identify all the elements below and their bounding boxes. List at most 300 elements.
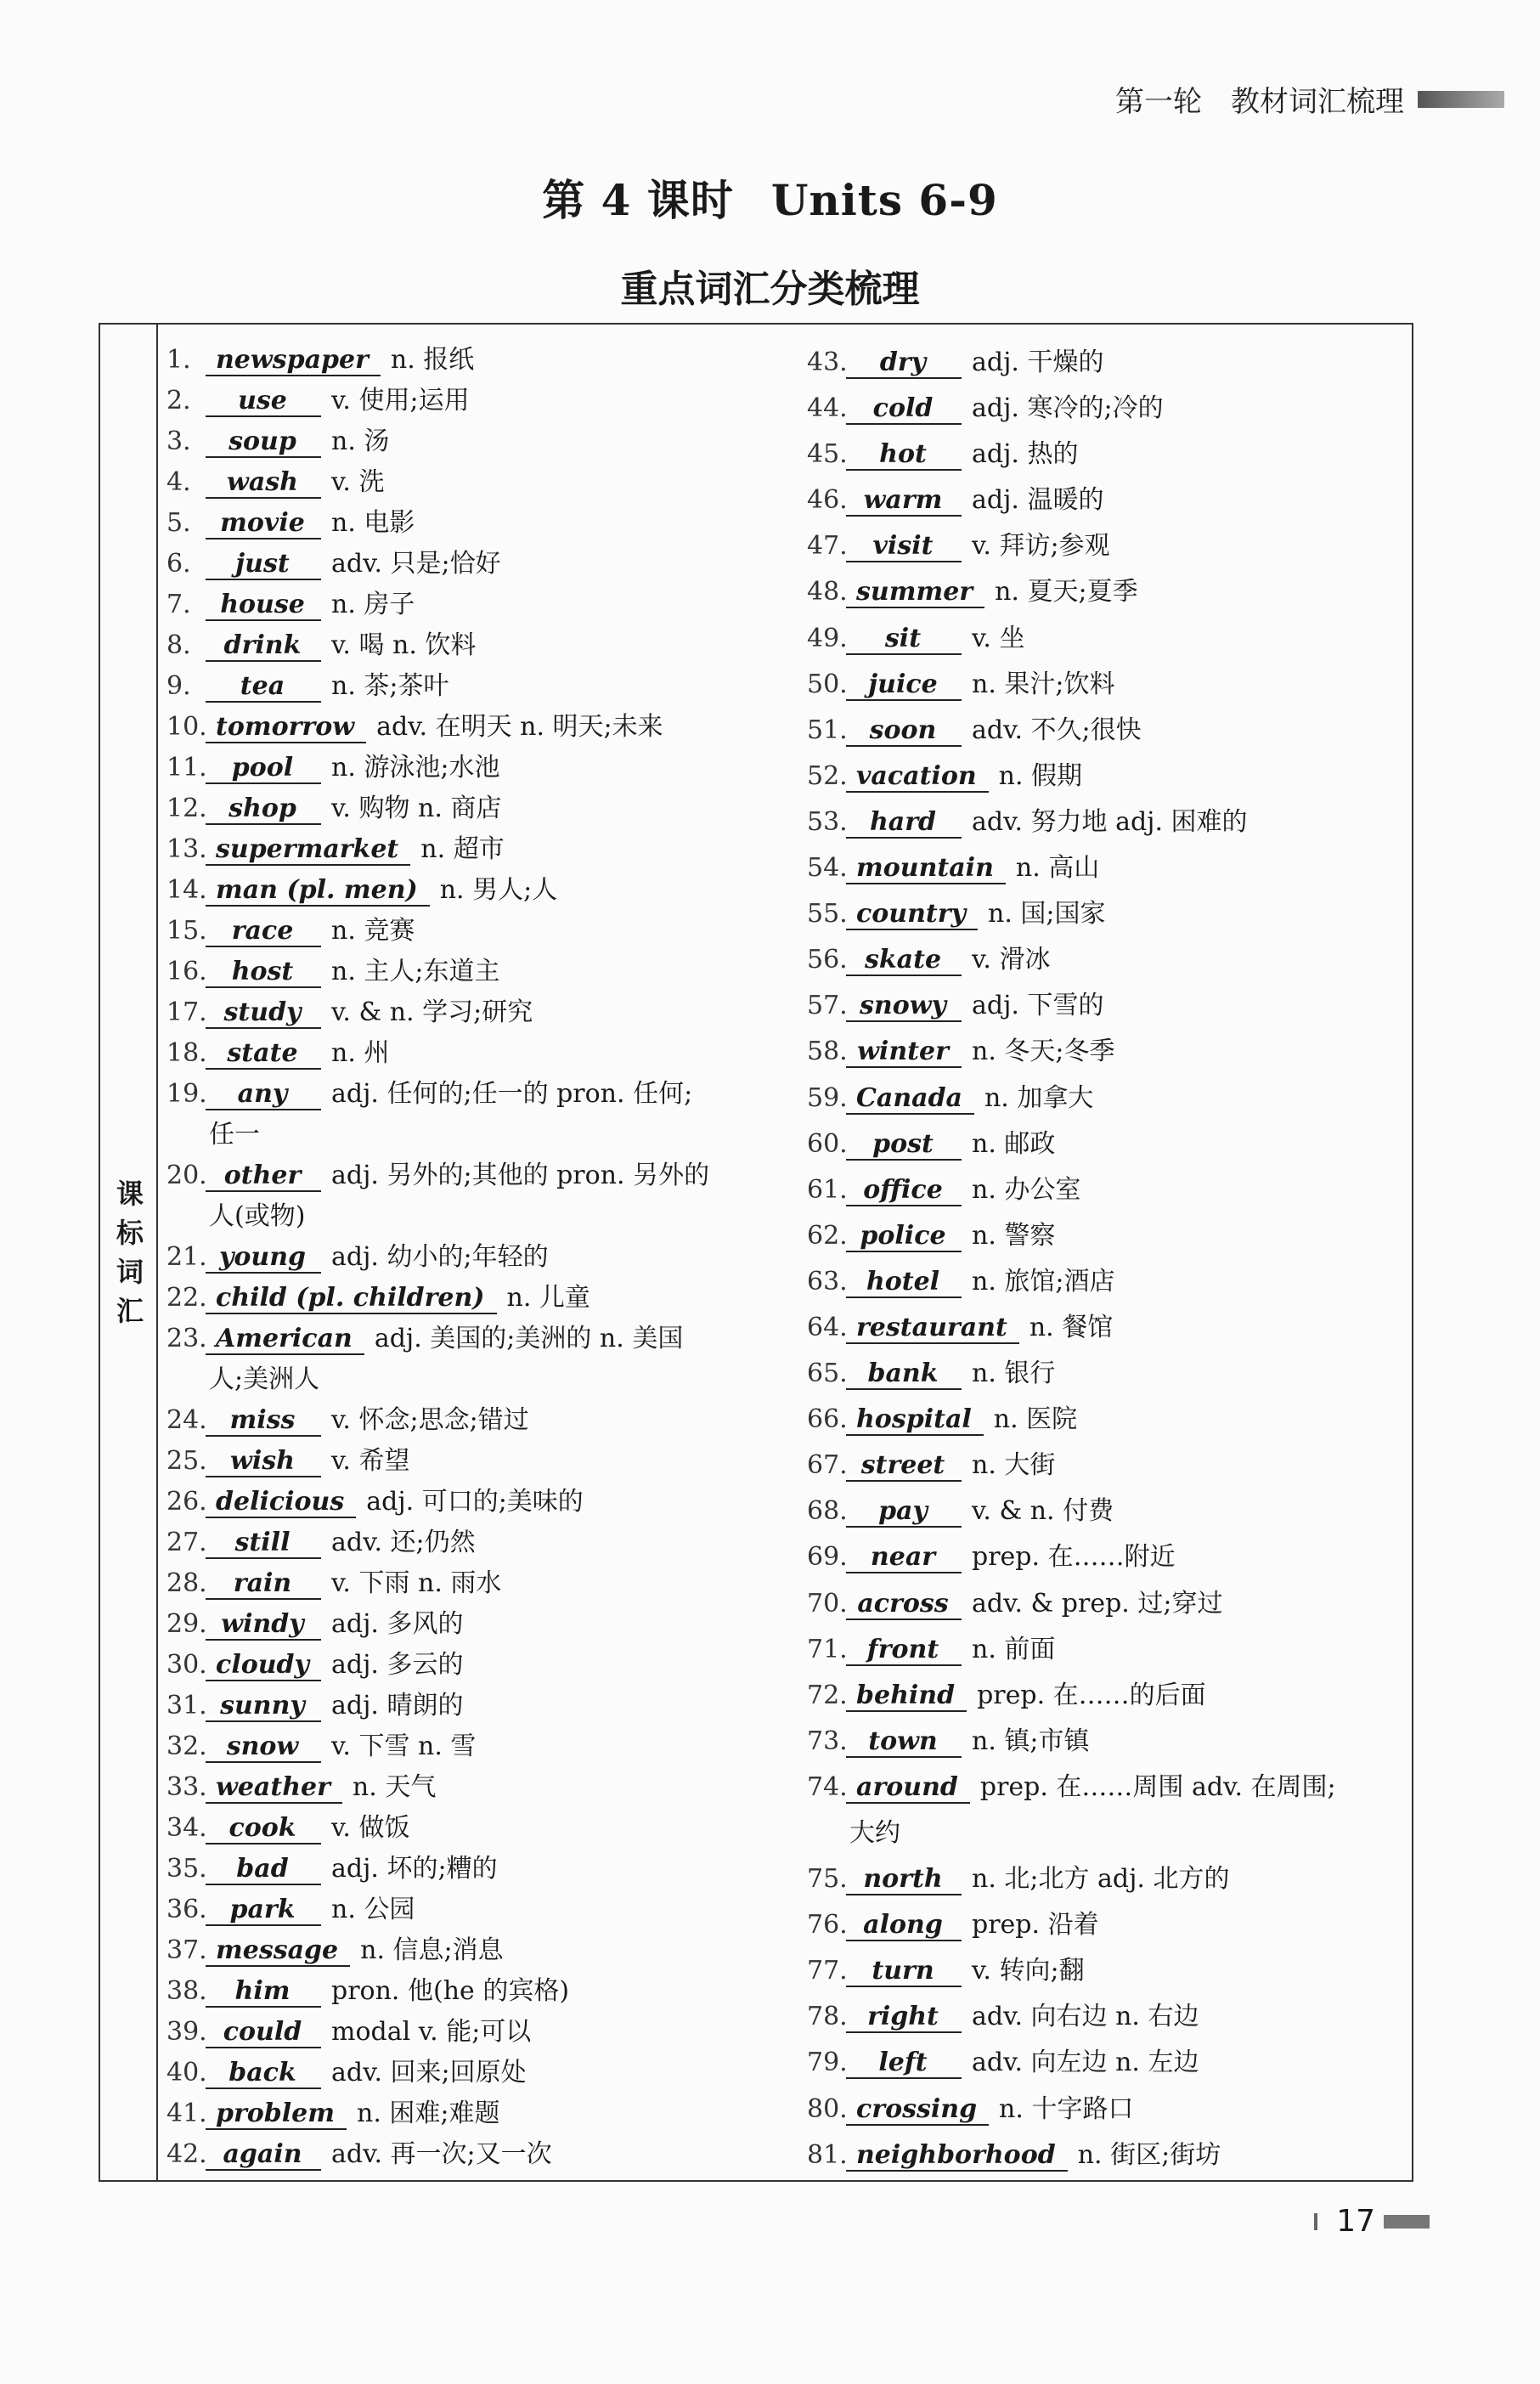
- item-number: 73.: [807, 1726, 848, 1756]
- answer-word: snowy: [846, 991, 962, 1022]
- answer-word: cook: [206, 1814, 321, 1844]
- vocab-item: [166, 1400, 795, 1441]
- vocab-item: [166, 1155, 795, 1196]
- answer-word: hospital: [846, 1405, 984, 1436]
- definition: v. 使用;运用: [331, 386, 470, 415]
- definition: n. 前面: [972, 1634, 1056, 1664]
- item-number: 59.: [807, 1082, 848, 1113]
- answer-word: man (pl. men): [206, 876, 430, 907]
- answer-word: miss: [206, 1406, 321, 1437]
- item-number: 15.: [166, 916, 207, 946]
- vocab-item: [807, 1351, 1402, 1397]
- item-number: 68.: [807, 1496, 848, 1527]
- definition: n. 竞赛: [331, 916, 415, 946]
- vocab-item: [166, 952, 795, 992]
- answer-word: around: [846, 1773, 970, 1804]
- answer-word: child (pl. children): [206, 1284, 497, 1314]
- answer-word: post: [846, 1130, 962, 1161]
- definition: adj. 多云的: [331, 1650, 464, 1680]
- definition: n. 国;国家: [988, 899, 1106, 929]
- item-number: 16.: [166, 957, 207, 986]
- answer-word: hot: [846, 440, 962, 471]
- definition: n. 警察: [972, 1220, 1056, 1251]
- answer-word: wish: [206, 1447, 321, 1477]
- vocab-item: [807, 891, 1402, 937]
- item-number: 65.: [807, 1359, 848, 1389]
- answer-word: still: [206, 1528, 321, 1559]
- item-number: 53.: [807, 806, 848, 837]
- vocab-item: [166, 1767, 795, 1808]
- item-number: 37.: [166, 1935, 207, 1965]
- item-number: 34.: [166, 1813, 207, 1843]
- item-number: 23.: [166, 1324, 207, 1353]
- definition: adj. 任何的;任一的 pron. 任何;: [331, 1079, 693, 1109]
- item-number: 57.: [807, 991, 848, 1021]
- definition: n. 街区;街坊: [1077, 2139, 1221, 2170]
- vocab-item: [166, 1319, 795, 1359]
- answer-word: just: [206, 550, 321, 580]
- answer-word: cold: [846, 394, 962, 425]
- answer-word: bank: [846, 1359, 962, 1390]
- page-footer: [1314, 2204, 1430, 2239]
- answer-word: front: [846, 1635, 962, 1666]
- definition: adj. 可口的;美味的: [366, 1487, 584, 1517]
- definition: n. 游泳池;水池: [331, 753, 500, 782]
- vocab-item: [807, 340, 1402, 386]
- vocab-item: [166, 2134, 795, 2175]
- definition: n. 主人;东道主: [331, 957, 500, 986]
- item-number: 28.: [166, 1568, 207, 1598]
- vocab-item: [166, 2053, 795, 2093]
- definition: v. 滑冰: [972, 945, 1051, 975]
- answer-word: north: [846, 1865, 962, 1895]
- item-number: 33.: [166, 1772, 207, 1802]
- vocab-column-left: [166, 340, 795, 2175]
- side-column: [100, 325, 158, 2180]
- definition: prep. 在……附近: [972, 1542, 1176, 1573]
- answer-word: use: [206, 387, 321, 417]
- answer-word: Canada: [846, 1084, 974, 1115]
- answer-word: hotel: [846, 1268, 962, 1298]
- vocab-item: [807, 616, 1402, 662]
- vocab-item: [807, 569, 1402, 615]
- definition: n. 困难;难题: [357, 2099, 500, 2128]
- answer-word: bad: [206, 1855, 321, 1885]
- definition-continuation: 大约: [849, 1818, 900, 1848]
- vocab-item: [166, 911, 795, 952]
- item-number: 80.: [807, 2093, 848, 2124]
- definition: adv. 不久;很快: [972, 715, 1142, 745]
- vocab-table: [99, 323, 1413, 2182]
- vocab-item: [807, 1902, 1402, 1948]
- vocab-item: [166, 788, 795, 829]
- item-number: 26.: [166, 1487, 207, 1517]
- vocab-item: [166, 748, 795, 788]
- answer-word: weather: [206, 1773, 342, 1804]
- vocab-item: [166, 503, 795, 544]
- item-number: 5.: [166, 508, 191, 538]
- answer-word: mountain: [846, 854, 1006, 884]
- answer-word: supermarket: [206, 835, 410, 866]
- vocab-item: [807, 1534, 1402, 1580]
- answer-word: study: [206, 998, 321, 1029]
- item-number: 58.: [807, 1037, 848, 1067]
- item-number: 51.: [807, 715, 848, 745]
- definition: v. 转向;翻: [972, 1956, 1085, 1986]
- item-number: 36.: [166, 1895, 207, 1924]
- answer-word: near: [846, 1543, 962, 1573]
- vocab-item: [807, 1213, 1402, 1259]
- item-number: 10.: [166, 712, 207, 742]
- vocab-item: [166, 585, 795, 625]
- definition: adv. 向右边 n. 右边: [972, 2002, 1199, 2032]
- definition: n. 餐馆: [1029, 1312, 1114, 1342]
- vocab-item: [807, 845, 1402, 891]
- vocab-item: [166, 2093, 795, 2134]
- item-number: 9.: [166, 671, 191, 701]
- definition: adv. 在明天 n. 明天;未来: [376, 712, 663, 742]
- answer-word: again: [206, 2140, 321, 2171]
- vocab-item: [807, 1719, 1402, 1765]
- vocab-item: [807, 386, 1402, 432]
- vocab-item: [807, 754, 1402, 799]
- answer-word: house: [206, 590, 321, 621]
- definition: n. 办公室: [972, 1174, 1081, 1205]
- item-number: 13.: [166, 834, 207, 864]
- definition: adv. 回来;回原处: [331, 2058, 527, 2087]
- definition: n. 茶;茶叶: [331, 671, 449, 701]
- vocab-item: [166, 421, 795, 462]
- item-number: 20.: [166, 1161, 207, 1190]
- answer-word: shop: [206, 794, 321, 825]
- vocab-item: [166, 992, 795, 1033]
- definition: n. 医院: [993, 1404, 1078, 1435]
- definition: v. 拜访;参观: [972, 531, 1110, 562]
- definition: n. 天气: [352, 1772, 437, 1802]
- definition: v. 喝 n. 饮料: [331, 630, 477, 660]
- vocab-item: [166, 1237, 795, 1278]
- item-number: 69.: [807, 1542, 848, 1573]
- answer-word: country: [846, 900, 978, 930]
- vocab-item: [807, 2040, 1402, 2086]
- item-number: 78.: [807, 2002, 848, 2032]
- definition: adj. 坏的;糟的: [331, 1854, 498, 1884]
- answer-word: left: [846, 2048, 962, 2079]
- side-label: 课标词汇: [112, 1179, 144, 1336]
- item-number: 74.: [807, 1771, 848, 1802]
- vocab-item: [807, 1076, 1402, 1121]
- lesson-label: 第 4 课时: [542, 175, 734, 225]
- definition: adv. 还;仍然: [331, 1528, 476, 1557]
- running-header: [1115, 78, 1504, 120]
- footer-decor-bar: [1384, 2215, 1430, 2229]
- definition: v. & n. 付费: [972, 1496, 1114, 1527]
- vocab-item: [807, 523, 1402, 569]
- vocab-item: [166, 1441, 795, 1482]
- answer-word: state: [206, 1039, 321, 1070]
- vocab-item: [166, 462, 795, 503]
- vocab-item: [807, 1627, 1402, 1673]
- definition: n. 州: [331, 1038, 390, 1068]
- definition: n. 十字路口: [999, 2093, 1134, 2124]
- item-number: 46.: [807, 485, 848, 516]
- answer-word: snow: [206, 1732, 321, 1763]
- definition: prep. 在……周围 adv. 在周围;: [979, 1771, 1336, 1802]
- definition-continuation: 人;美洲人: [209, 1364, 320, 1394]
- item-number: 27.: [166, 1528, 207, 1557]
- definition: adv. 向左边 n. 左边: [972, 2048, 1199, 2078]
- answer-word: across: [846, 1590, 962, 1620]
- vocab-item: [807, 1121, 1402, 1167]
- vocab-item: [166, 1726, 795, 1767]
- vocab-item: [166, 340, 795, 381]
- definition: adj. 寒冷的;冷的: [972, 393, 1164, 424]
- item-number: 43.: [807, 347, 848, 377]
- item-number: 8.: [166, 630, 191, 660]
- vocab-item: [166, 707, 795, 748]
- definition: adj. 多风的: [331, 1609, 464, 1639]
- answer-word: warm: [846, 486, 962, 517]
- vocab-item: [166, 1849, 795, 1890]
- answer-word: rain: [206, 1569, 321, 1600]
- definition: pron. 他(he 的宾格): [331, 1976, 570, 2006]
- answer-word: pay: [846, 1497, 962, 1528]
- item-number: 48.: [807, 577, 848, 607]
- definition: n. 北;北方 adj. 北方的: [972, 1864, 1230, 1895]
- item-number: 44.: [807, 393, 848, 424]
- definition: n. 儿童: [506, 1283, 590, 1313]
- definition: adv. 再一次;又一次: [331, 2139, 552, 2169]
- units-label: Units 6-9: [770, 175, 998, 225]
- item-number: 29.: [166, 1609, 207, 1639]
- item-number: 71.: [807, 1634, 848, 1664]
- answer-word: tea: [206, 672, 321, 703]
- item-number: 3.: [166, 427, 191, 456]
- header-decor-bar: [1418, 91, 1504, 108]
- answer-word: hard: [846, 808, 962, 839]
- definition-continuation: 任一: [209, 1120, 260, 1150]
- answer-word: crossing: [846, 2095, 989, 2126]
- vocab-item: [166, 1074, 795, 1115]
- answer-word: street: [846, 1451, 962, 1482]
- answer-word: summer: [846, 578, 984, 608]
- definition: v. 做饭: [331, 1813, 410, 1843]
- vocab-item: [807, 1443, 1402, 1489]
- item-number: 39.: [166, 2017, 207, 2047]
- answer-word: winter: [846, 1037, 962, 1068]
- definition: adj. 幼小的;年轻的: [331, 1242, 549, 1272]
- item-number: 19.: [166, 1079, 207, 1109]
- item-number: 35.: [166, 1854, 207, 1884]
- vocab-item: [807, 1259, 1402, 1305]
- definition: n. 电影: [331, 508, 415, 538]
- vocab-item: [166, 1808, 795, 1849]
- vocab-item: [166, 829, 795, 870]
- vocab-item: [807, 1673, 1402, 1719]
- definition: modal v. 能;可以: [331, 2017, 532, 2047]
- definition: n. 信息;消息: [360, 1935, 504, 1965]
- answer-word: any: [206, 1080, 321, 1110]
- definition: adj. 热的: [972, 439, 1079, 470]
- item-number: 60.: [807, 1128, 848, 1159]
- item-number: 24.: [166, 1405, 207, 1435]
- item-number: 31.: [166, 1691, 207, 1720]
- section-subtitle: 重点词汇分类梳理: [620, 268, 920, 311]
- vocab-item: [807, 937, 1402, 983]
- vocab-item: [807, 708, 1402, 754]
- answer-word: cloudy: [206, 1651, 321, 1681]
- vocab-item: [807, 477, 1402, 523]
- item-number: 67.: [807, 1450, 848, 1481]
- definition: prep. 沿着: [972, 1910, 1099, 1941]
- definition: adv. 努力地 adj. 困难的: [972, 806, 1248, 837]
- item-number: 17.: [166, 997, 207, 1027]
- item-number: 75.: [807, 1864, 848, 1895]
- definition: prep. 在……的后面: [977, 1680, 1206, 1710]
- vocab-item: [807, 1167, 1402, 1213]
- item-number: 55.: [807, 899, 848, 929]
- vocab-item: [807, 2133, 1402, 2178]
- item-number: 32.: [166, 1732, 207, 1761]
- item-number: 25.: [166, 1446, 207, 1476]
- vocab-item: [807, 1305, 1402, 1351]
- definition: n. 大街: [972, 1450, 1056, 1481]
- item-number: 64.: [807, 1312, 848, 1342]
- definition: n. 超市: [420, 834, 505, 864]
- answer-word: tomorrow: [206, 713, 366, 743]
- item-number: 49.: [807, 623, 848, 653]
- answer-word: drink: [206, 631, 321, 662]
- item-number: 42.: [166, 2139, 207, 2169]
- definition: n. 果汁;饮料: [972, 669, 1115, 699]
- answer-word: problem: [206, 2099, 347, 2130]
- answer-word: young: [206, 1243, 321, 1274]
- vocab-item: [166, 1971, 795, 2012]
- vocab-item: [807, 1856, 1402, 1902]
- vocab-item: [166, 1563, 795, 1604]
- answer-word: movie: [206, 509, 321, 540]
- vocab-item: [166, 870, 795, 911]
- header-section: 第一轮: [1115, 85, 1202, 119]
- vocab-item: [166, 1930, 795, 1971]
- item-number: 11.: [166, 753, 207, 782]
- definition: v. 坐: [972, 623, 1025, 653]
- definition: v. 下雨 n. 雨水: [331, 1568, 502, 1598]
- item-number: 66.: [807, 1404, 848, 1435]
- vocab-item: [166, 1645, 795, 1686]
- answer-word: windy: [206, 1610, 321, 1641]
- item-number: 41.: [166, 2099, 207, 2128]
- answer-word: him: [206, 1977, 321, 2008]
- answer-word: dry: [846, 348, 962, 379]
- item-number: 7.: [166, 590, 191, 619]
- item-number: 21.: [166, 1242, 207, 1272]
- vocab-item: [166, 1604, 795, 1645]
- item-number: 12.: [166, 794, 207, 823]
- vocab-item: [807, 432, 1402, 477]
- vocab-item: [166, 544, 795, 585]
- item-number: 47.: [807, 531, 848, 562]
- answer-word: office: [846, 1176, 962, 1206]
- vocab-item: [807, 1581, 1402, 1627]
- item-number: 79.: [807, 2048, 848, 2078]
- vocab-item: [807, 1029, 1402, 1075]
- answer-word: neighborhood: [846, 2141, 1068, 2172]
- item-number: 45.: [807, 439, 848, 470]
- vocab-item: [807, 2087, 1402, 2133]
- vocab-item: [166, 2012, 795, 2053]
- answer-word: along: [846, 1911, 962, 1941]
- definition: n. 夏天;夏季: [995, 577, 1138, 607]
- answer-word: behind: [846, 1681, 967, 1712]
- item-number: 30.: [166, 1650, 207, 1680]
- vocab-item: [166, 1482, 795, 1522]
- header-topic: 教材词汇梳理: [1231, 85, 1404, 119]
- vocab-item: [166, 625, 795, 666]
- definition: v. 洗: [331, 467, 385, 497]
- page-title: [0, 167, 1540, 228]
- item-number: 61.: [807, 1174, 848, 1205]
- vocab-item: [807, 1994, 1402, 2040]
- definition: adj. 干燥的: [972, 347, 1104, 377]
- item-number: 77.: [807, 1956, 848, 1986]
- answer-word: delicious: [206, 1488, 356, 1518]
- item-number: 63.: [807, 1266, 848, 1297]
- answer-word: wash: [206, 468, 321, 499]
- definition: n. 银行: [972, 1359, 1056, 1389]
- definition-continuation: 人(或物): [209, 1201, 306, 1231]
- vocab-item: [807, 1765, 1402, 1811]
- answer-word: other: [206, 1161, 321, 1192]
- definition: n. 邮政: [972, 1128, 1056, 1159]
- item-number: 56.: [807, 945, 848, 975]
- vocab-item: [807, 983, 1402, 1029]
- vocab-item: [166, 1890, 795, 1930]
- definition: v. 购物 n. 商店: [331, 794, 502, 823]
- vocab-item: [166, 1686, 795, 1726]
- item-number: 14.: [166, 875, 207, 905]
- item-number: 72.: [807, 1680, 848, 1710]
- answer-word: park: [206, 1895, 321, 1926]
- answer-word: back: [206, 2059, 321, 2089]
- vocab-item: [807, 1489, 1402, 1534]
- definition: n. 冬天;冬季: [972, 1037, 1115, 1067]
- definition: n. 男人;人: [439, 875, 558, 905]
- footer-tick: [1314, 2213, 1317, 2230]
- answer-word: right: [846, 2003, 962, 2033]
- definition: n. 高山: [1015, 853, 1100, 884]
- item-number: 62.: [807, 1220, 848, 1251]
- vocab-item: [166, 1278, 795, 1319]
- answer-word: pool: [206, 754, 321, 784]
- definition: n. 房子: [331, 590, 415, 619]
- definition: adj. 下雪的: [972, 991, 1104, 1021]
- definition: n. 旅馆;酒店: [972, 1266, 1115, 1297]
- answer-word: town: [846, 1727, 962, 1758]
- vocab-item: [807, 799, 1402, 845]
- definition: v. 怀念;思念;错过: [331, 1405, 529, 1435]
- definition: adv. & prep. 过;穿过: [972, 1588, 1223, 1619]
- definition: n. 汤: [331, 427, 390, 456]
- definition: adj. 晴朗的: [331, 1691, 464, 1720]
- definition: adj. 温暖的: [972, 485, 1104, 516]
- item-number: 4.: [166, 467, 191, 497]
- vocab-item: [807, 1948, 1402, 1994]
- item-number: 6.: [166, 549, 191, 579]
- definition: n. 加拿大: [984, 1082, 1094, 1113]
- definition: n. 报纸: [390, 345, 475, 375]
- definition: n. 假期: [998, 760, 1083, 791]
